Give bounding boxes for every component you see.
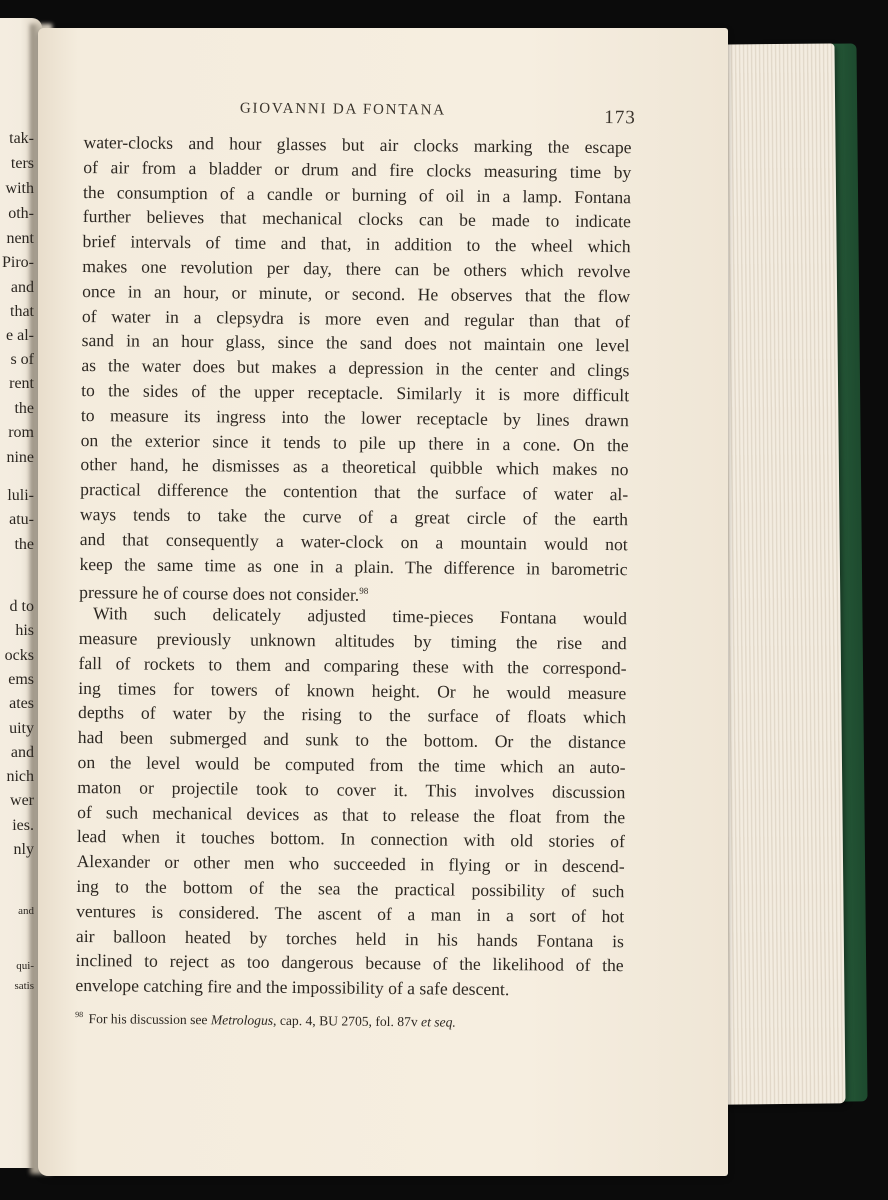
page-edges [716, 43, 845, 1104]
text-line: fall of rockets to them and comparing these with the correspond- [78, 652, 627, 678]
left-page-fragment: nich [6, 768, 34, 785]
footnote-reference: 98 [359, 586, 369, 597]
text-line: envelope catching fire and the impossibility of a safe descent. [75, 975, 510, 1000]
text-line: inclined to reject as too dangerous because of the likelihood of the [75, 950, 624, 976]
text-line: ing times for towers of known height. Or he would measure [78, 677, 627, 703]
left-page-fragment: s of [10, 351, 34, 368]
footnote-work-title: Metrologus [210, 1012, 274, 1028]
left-page-fragment: ates [9, 695, 34, 712]
left-page-fragment: that [10, 303, 34, 320]
running-head [84, 96, 636, 135]
footnote-marker: 98 [75, 1009, 84, 1019]
text-line: lead when it touches bottom. In connection with old stories of [76, 826, 625, 852]
text-line: With such delicately adjusted time-pieces Fontana would [92, 603, 628, 629]
left-page-fragment: luli- [7, 487, 34, 504]
left-page-fragment: uity [9, 720, 34, 737]
left-page-fragment: his [15, 622, 34, 639]
running-head-title: GIOVANNI DA FONTANA [239, 100, 447, 119]
page-text [75, 96, 636, 1033]
text-line: and that consequently a water-clock on a mountain would not [79, 528, 628, 554]
text-line: ways tends to take the curve of a great circle of the earth [79, 503, 629, 530]
text-line: air balloon heated by torches held in his hands Fontana is [75, 925, 625, 951]
left-page-fragment: ems [8, 671, 34, 688]
left-page-fragment: nine [6, 449, 34, 466]
text-line: keep the same time as one in a plain. The difference in barometric [79, 553, 628, 579]
footnote-prefix: For his discussion see [88, 1010, 208, 1028]
left-page-fragment: tak- [9, 130, 34, 147]
left-page-fragment: rent [9, 375, 34, 392]
left-page-fragment: satis [14, 980, 34, 992]
text-line: maton or projectile took to cover it. This involves discussion [77, 776, 626, 802]
text-line: sand in an hour glass, since the sand does not maintain one level [81, 330, 630, 356]
text-line: on the level would be computed from the time which an auto- [77, 751, 626, 778]
text-line: had been submerged and sunk to the bottom. Or the distance [77, 727, 626, 753]
text-line: the consumption of a candle or burning of oil in a lamp. Fontana [82, 181, 632, 207]
left-page-fragment: oth- [8, 205, 34, 222]
left-page-fragment: ocks [4, 647, 34, 664]
left-page-fragment: and [10, 744, 34, 761]
text-line: ing to the bottom of the sea the practical possibility of such [76, 875, 625, 902]
left-page-fragment: nent [6, 230, 34, 247]
left-page-fragment: wer [10, 792, 34, 809]
text-line: brief intervals of time and that, in addition to the wheel which [82, 231, 631, 257]
paragraph [79, 130, 631, 606]
text-line: of air from a bladder or drum and fire clocks measuring time by [83, 156, 632, 183]
text-line: to the sides of the upper receptacle. Similarly it is more difficult [81, 379, 630, 406]
left-page-fragment: with [5, 180, 34, 197]
text-line: practical difference the contention that the surface of water al- [80, 479, 629, 505]
left-page-fragment: ters [10, 155, 34, 172]
body-paragraphs [75, 130, 631, 1003]
footnote-citation: , cap. 4, BU 2705, fol. 87v [273, 1012, 418, 1030]
text-line: to measure its ingress into the lower receptacle by lines drawn [80, 404, 630, 431]
page-number: 173 [604, 106, 636, 129]
text-line: once in an hour, or minute, or second. He observes that the flow [82, 280, 631, 307]
left-page-fragment: rom [8, 424, 34, 441]
text-line: ventures is considered. The ascent of a man in a sort of hot [76, 900, 625, 926]
text-line: water-clocks and hour glasses but air clocks marking the escape [83, 131, 632, 158]
text-line: other hand, he dismisses as a theoretical quibble which makes no [80, 454, 629, 480]
paragraph [75, 601, 627, 1003]
text-line: of such mechanical devices as that to release the float from the [77, 801, 626, 827]
left-page-fragment: e al- [6, 327, 34, 344]
text-line: of water in a clepsydra is more even and regular than that of [81, 305, 630, 331]
text-line-content: pressure he of course does not consider. [79, 582, 360, 606]
text-line: depths of water by the rising to the surface of floats which [77, 702, 627, 728]
left-page-fragment: d to [9, 598, 34, 615]
left-page-fragment: the [14, 400, 34, 417]
left-page-fragment: the [14, 536, 34, 553]
text-line: on the exterior since it tends to pile up there in a cone. On the [80, 429, 629, 455]
text-line: as the water does but makes a depression in the center and clings [81, 355, 630, 381]
left-page-fragment: ies. [12, 817, 34, 834]
text-line: further believes that mechanical clocks can be made to indicate [82, 206, 631, 232]
left-page-fragment: atu- [9, 511, 34, 528]
text-line: measure previously unknown altitudes by timing the rise and [78, 627, 627, 654]
left-page-fragment: and [18, 905, 34, 917]
left-page-fragment: qui- [16, 960, 34, 972]
text-line: Alexander or other men who succeeded in flying or in descend- [76, 851, 625, 877]
footnote-suffix: et seq. [421, 1014, 456, 1030]
left-page-fragment: Piro- [2, 254, 34, 271]
left-page-fragment: nly [13, 841, 34, 858]
left-page-fragment: and [10, 279, 34, 296]
text-line: makes one revolution per day, there can be others which revolve [82, 255, 631, 282]
